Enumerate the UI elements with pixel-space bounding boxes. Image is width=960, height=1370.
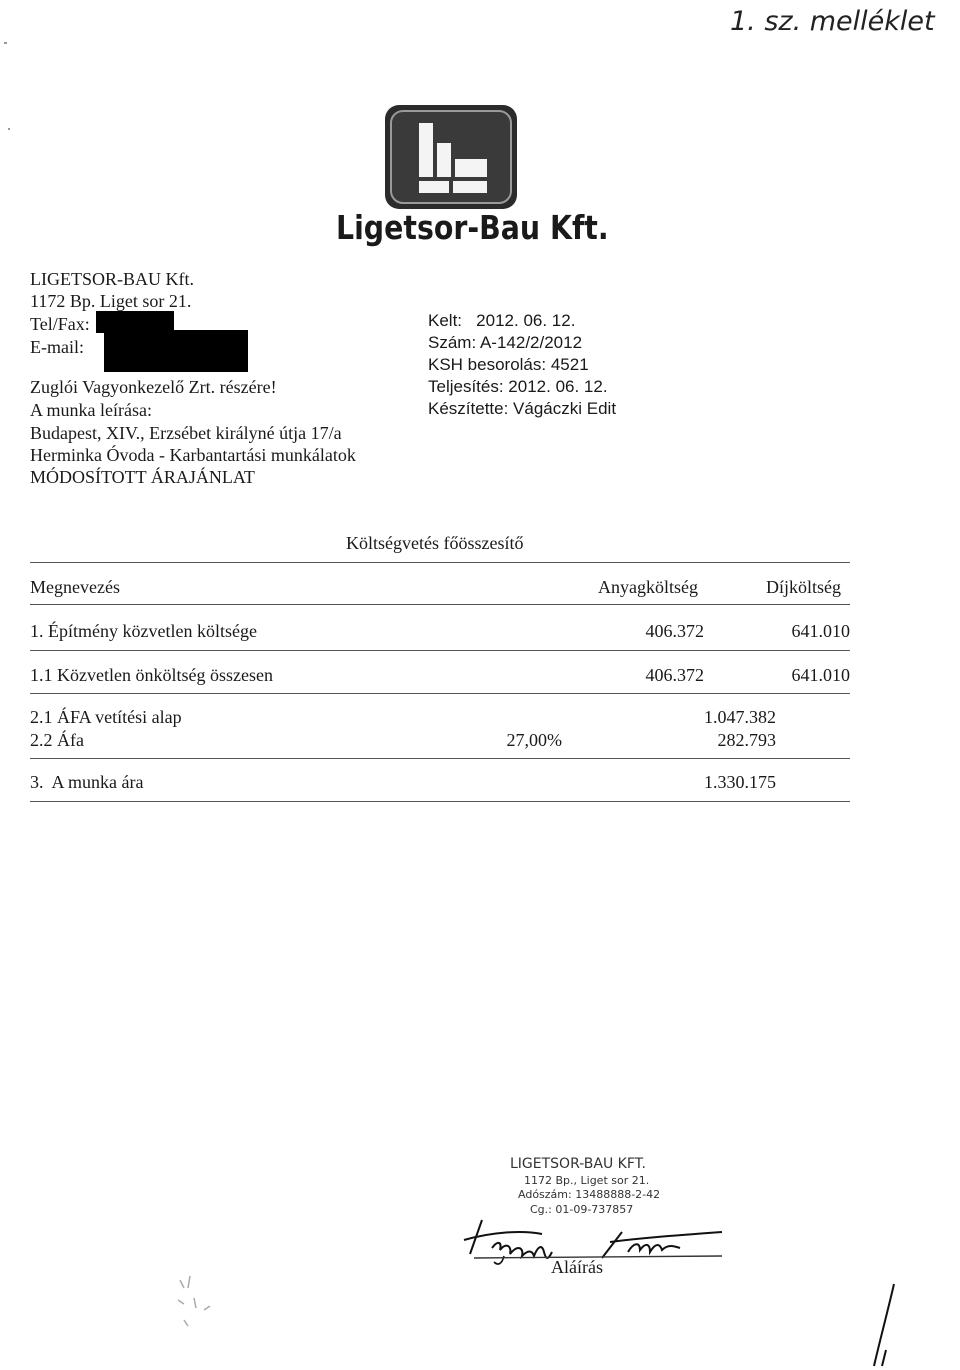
- work-title: Herminka Óvoda - Karbantartási munkálatok: [30, 445, 356, 465]
- header-fee: Díjköltség: [766, 577, 841, 597]
- company-address: 1172 Bp. Liget sor 21.: [30, 291, 192, 311]
- row-name: 1.1 Közvetlen önköltség összesen: [30, 665, 273, 685]
- faint-mark-icon: [160, 1270, 230, 1340]
- handwritten-annotation: 1. sz. melléklet: [730, 6, 935, 37]
- row-rate: 27,00%: [506, 730, 562, 750]
- meta-teljesites: Teljesítés: 2012. 06. 12.: [428, 377, 608, 396]
- row-value: 282.793: [717, 730, 776, 750]
- table-rule: [30, 604, 850, 605]
- table-rule: [30, 650, 850, 651]
- row-material: 406.372: [645, 665, 704, 685]
- table-rule: [30, 758, 850, 759]
- meta-szam: Szám: A-142/2/2012: [428, 333, 583, 352]
- table-rule: [30, 562, 850, 563]
- signature-label: Aláírás: [551, 1257, 603, 1277]
- meta-ksh: KSH besorolás: 4521: [428, 355, 589, 374]
- row-material: 406.372: [645, 621, 704, 641]
- stamp-line: Adószám: 13488888-2-42: [518, 1188, 661, 1201]
- work-location: Budapest, XIV., Erzsébet királyné útja 17/a: [30, 423, 342, 443]
- summary-title: Költségvetés főösszesítő: [346, 533, 524, 553]
- logo-blocks-icon: [385, 105, 517, 209]
- meta-kelt: Kelt: 2012. 06. 12.: [428, 311, 576, 330]
- row-value: 1.330.175: [704, 772, 776, 792]
- stamp-line: LIGETSOR-BAU KFT.: [510, 1156, 647, 1172]
- logo-wordmark: Ligetsor-Bau Kft.: [336, 208, 609, 247]
- offer-title: MÓDOSÍTOTT ÁRAJÁNLAT: [30, 467, 255, 487]
- row-name: 3. A munka ára: [30, 772, 144, 792]
- margin-scribble-icon: [868, 1280, 908, 1370]
- header-material: Anyagköltség: [598, 577, 698, 597]
- row-name: 1. Építmény közvetlen költsége: [30, 621, 257, 641]
- redacted-email: [104, 330, 248, 372]
- row-name: 2.1 ÁFA vetítési alap: [30, 707, 182, 727]
- logo-emblem: [385, 105, 517, 209]
- scan-speck: [8, 128, 10, 130]
- meta-keszitette: Készítette: Vágáczki Edit: [428, 399, 617, 418]
- header-name: Megnevezés: [30, 577, 120, 597]
- recipient: Zuglói Vagyonkezelő Zrt. részére!: [30, 377, 277, 397]
- scan-speck: [4, 42, 7, 44]
- stamp-line: Cg.: 01-09-737857: [530, 1203, 634, 1216]
- stamp-line: 1172 Bp., Liget sor 21.: [524, 1174, 650, 1187]
- work-desc-label: A munka leírása:: [30, 400, 152, 420]
- row-name: 2.2 Áfa: [30, 730, 84, 750]
- row-value: 1.047.382: [704, 707, 776, 727]
- row-fee: 641.010: [791, 665, 850, 685]
- table-rule: [30, 801, 850, 802]
- row-fee: 641.010: [791, 621, 850, 641]
- company-name: LIGETSOR-BAU Kft.: [30, 269, 194, 289]
- telfax-label: Tel/Fax:: [30, 314, 90, 334]
- email-label: E-mail:: [30, 337, 84, 357]
- table-rule: [30, 693, 850, 694]
